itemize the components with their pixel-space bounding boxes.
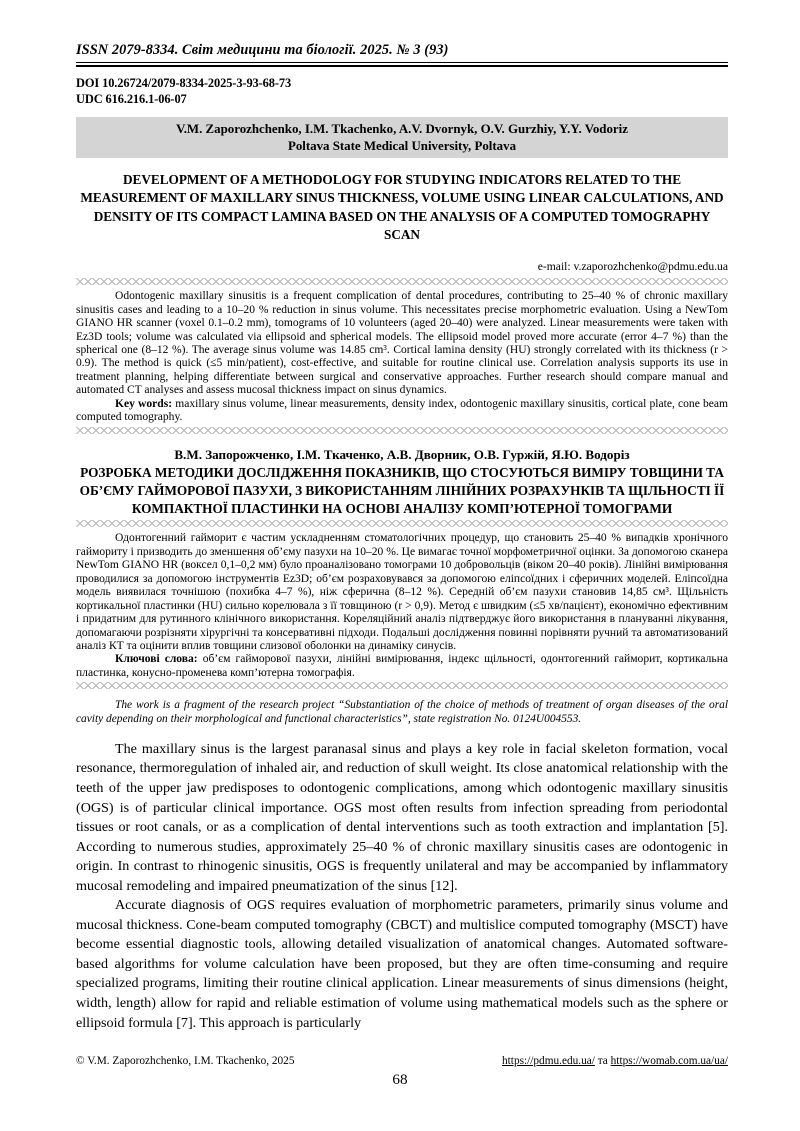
body-paragraph-2: Accurate diagnosis of OGS requires evaluation of morphometric parameters, primarily sinus volume and mucosal thickness. Cone-beam computed tomography (CBCT) and multislice computed tomography (MSCT) have become essential diagnostic tools, allowing detailed visualization of anatomical changes. Automated software-based algorithms for volume calculation have been proposed, but they are often time-consuming and require specialized programs, limiting their routine clinical application. Linear measurements of sinus dimensions (height, width, length) allow for rapid and reliable estimation of volume using mathematical models such as the sphere or ellipsoid formula [7]. This approach is particularly xyxy=(76,897,728,1031)
page-content xyxy=(76,42,728,1033)
running-head: ISSN 2079-8334. Світ медицини та біології. 2025. № 3 (93) xyxy=(76,42,449,58)
footer-row xyxy=(76,1055,728,1067)
journal-site-link[interactable]: https://pdmu.edu.ua/ xyxy=(502,1055,595,1067)
contact-email: e-mail: v.zaporozhchenko@pdmu.edu.ua xyxy=(537,260,728,274)
article-title-ua: РОЗРОБКА МЕТОДИКИ ДОСЛІДЖЕННЯ ПОКАЗНИКІВ, ЩО СТОСУЮТЬСЯ ВИМІРУ ТОВЩИНИ ТА ОБ’ЄМУ ГАЙМОРОВОЇ ПАЗУХИ, З ВИКОРИСТАННЯМ ЛІНІЙНИХ РОЗРАХУНКІВ ТА ЩІЛЬНОСТІ ЇЇ КОМПАКТНОЇ ПЛАСТИНКИ НА ОСНОВІ АНАЛІЗУ КОМП’ЮТЕРНОЇ ТОМОГРАМИ xyxy=(79,464,725,517)
keywords-ua-text: об’єм гайморової пазухи, лінійні вимірювання, індекс щільності, одонтогенний гайморит, кортикальна пластинка, конусно-променева комп’ютерна томографія. xyxy=(76,653,728,679)
zigzag-separator-3 xyxy=(76,520,728,527)
womab-site-link[interactable]: https://womab.com.ua/ua/ xyxy=(610,1055,728,1067)
authors-en: V.M. Zaporozhchenko, I.M. Tkachenko, A.V. Dvornyk, O.V. Gurzhiy, Y.Y. Vodoriz xyxy=(176,122,628,136)
link-separator: та xyxy=(594,1055,611,1067)
zigzag-separator-4 xyxy=(76,682,728,689)
copyright-notice: © V.M. Zaporozhchenko, I.M. Tkachenko, 2025 xyxy=(76,1055,295,1067)
keywords-ua-block xyxy=(76,653,728,680)
article-title-en: DEVELOPMENT OF A METHODOLOGY FOR STUDYING INDICATORS RELATED TO THE MEASUREMENT OF MAXILLARY SINUS THICKNESS, VOLUME USING LINEAR CALCULATIONS, AND DENSITY OF ITS COMPACT LAMINA BASED ON THE ANALYSIS OF A COMPUTED TOMOGRAPHY SCAN xyxy=(80,172,724,242)
abstract-ua: Одонтогенний гайморит є частим ускладненням стоматологічних процедур, що становить 25–40 % випадків хронічного гаймориту і призводить до зменшення об’єму пазухи на 10–20 %. Це вимагає точної морфометричної оцінки. За допомогою сканера NewTom GIANO HR (воксел 0,1–0,2 мм) було проаналізовано томограми 10 добровольців (віком 20–40 років). Лінійні вимірювання проводилися за допомогою інструментів Ez3D; об’єм розраховувався за допомогою еліпсоїдних і сферичних моделей. Еліпсоїдна модель виявилася точнішою (похибка 4–7 %), ніж сферична (8–12 %). Середній об’єм пазухи становив 14,85 см³. Щільність кортикальної пластинки (HU) сильно корелювала з її товщиною (r > 0,9). Метод є швидким (≤5 хв/пацієнт), економічно ефективним і придатним для рутинного клінічного використання. Кореляційний аналіз підтверджує його використання в плануванні лікування, допомагаючи розрізняти хірургічні та консервативні підходи. Подальші дослідження повинні порівняти ручний та автоматизований аналіз КТ та оцінити вплив товщини слизової оболонки на динаміку синусів. xyxy=(76,532,728,652)
keywords-ua-label: Ключові слова: xyxy=(115,653,198,666)
doi-identifier: DOI 10.26724/2079-8334-2025-3-93-68-73 xyxy=(76,76,292,90)
abstract-en: Odontogenic maxillary sinusitis is a frequent complication of dental procedures, contributing to 25–40 % of chronic maxillary sinusitis cases and leading to a 10–20 % reduction in sinus volume. This necessitates precise morphometric evaluation. Using a NewTom GIANO HR scanner (voxel 0.1–0.2 mm), tomograms of 10 volunteers (aged 20–40) were analyzed. Linear measurements were taken with Ez3D tools; volume was calculated via ellipsoid and spherical models. The ellipsoid model proved more accurate (error 4–7 %) than the spherical one (8–12 %). The average sinus volume was 14.85 cm³. Cortical lamina density (HU) strongly correlated with its thickness (r > 0.9). The method is quick (≤5 min/patient), cost-effective, and suitable for routine clinical use. Correlation analysis supports its use in treatment planning, helping differentiate between surgical and conservative approaches. Further research should compare manual and automated CT analyses and assess mucosal thickness impact on sinus dynamics. xyxy=(76,290,728,397)
page-number: 68 xyxy=(392,1071,408,1088)
zigzag-separator-2 xyxy=(76,427,728,434)
keywords-en-block xyxy=(76,398,728,425)
body-paragraph-1: The maxillary sinus is the largest paranasal sinus and plays a key role in facial skeleton formation, vocal resonance, thermoregulation of inhaled air, and reduction of skull weight. Its close anatomical relationship with the teeth of the upper jaw predisposes to odontogenic complications, among which odontogenic maxillary sinusitis (OGS) is of particular clinical importance. OGS most often results from infection spreading from periodontal tissues or root canals, or as a complication of dental interventions such as tooth extraction and implantation [5]. According to numerous studies, approximately 25–40 % of chronic maxillary sinusitis cases are odontogenic in origin. In contrast to rhinogenic sinusitis, OGS is frequently unilateral and may be accompanied by inflammatory mucosal remodeling and impaired pneumatization of the sinus [12]. xyxy=(76,740,728,894)
affiliation-en: Poltava State Medical University, Poltava xyxy=(287,138,517,153)
research-project-note: The work is a fragment of the research project “Substantiation of the choice of methods of treatment of organ diseases of the oral cavity depending on their morphological and functional characteristics”, state registration No. 0124U004553. xyxy=(76,699,728,725)
zigzag-separator-1 xyxy=(76,278,728,285)
page-footer xyxy=(76,1055,728,1067)
author-block-en xyxy=(76,117,728,158)
udc-identifier: UDC 616.216.1-06-07 xyxy=(76,91,187,106)
authors-ua: В.М. Запорожченко, І.М. Ткаченко, А.В. Дворник, О.В. Гуржій, Я.Ю. Водоріз xyxy=(174,446,630,462)
footer-links xyxy=(502,1055,728,1067)
header-rule xyxy=(76,62,728,67)
keywords-en-text: maxillary sinus volume, linear measurements, density index, odontogenic maxillary sinusitis, cortical plate, cone beam computed tomography. xyxy=(76,397,729,424)
keywords-en-label: Key words: xyxy=(115,397,173,410)
